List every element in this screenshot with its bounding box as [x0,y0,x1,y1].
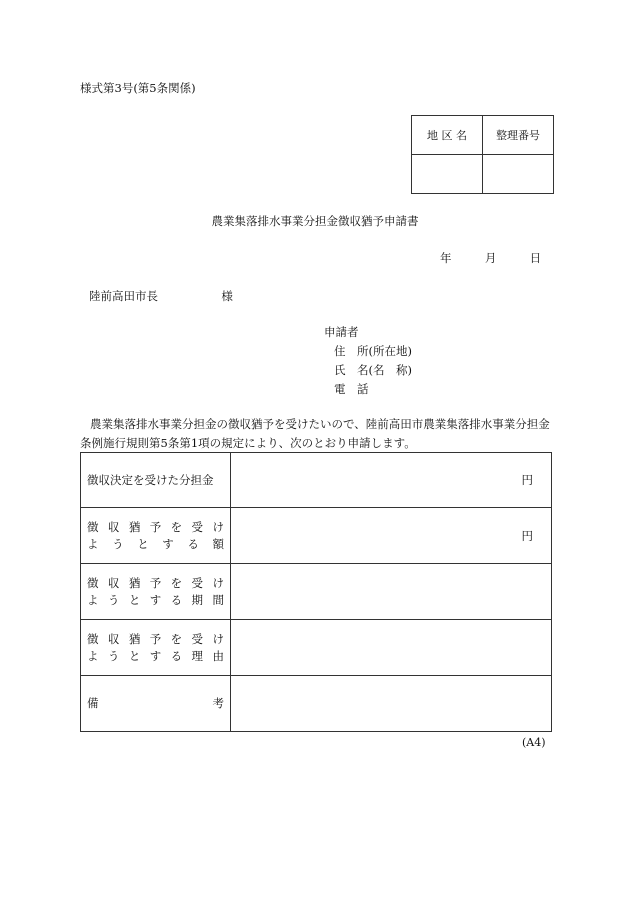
deferral-reason-row [81,620,552,676]
district-name-header: 地 区 名 [412,116,483,155]
row-label-line1: 徴 収 猶 予 を 受 け [87,575,224,590]
applicant-phone-label: 電 話 [334,382,369,396]
row-label-line2: よ う と す る 期 間 [87,592,224,607]
date-line [440,250,541,266]
row-value-field[interactable] [231,508,552,564]
office-use-box [411,115,554,194]
reference-number-field[interactable] [483,155,554,194]
row-value-field[interactable] [231,564,552,620]
applicant-address-label: 住 所(所在地) [334,344,412,358]
date-month-label: 月 [484,251,497,265]
row-label-line1: 徴 収 猶 予 を 受 け [87,519,224,534]
row-value-field[interactable] [231,620,552,676]
district-name-field[interactable] [412,155,483,194]
remarks-row [81,676,552,732]
row-label-line1: 徴 収 猶 予 を 受 け [87,631,224,646]
row-value-field[interactable] [231,453,552,508]
paper-size-note: (A4) [522,736,546,749]
assessed-charge-row [81,453,552,508]
applicant-block [324,323,412,399]
date-year-label: 年 [440,251,452,265]
row-label [81,453,231,508]
document-title: 農業集落排水事業分担金徴収猶予申請書 [211,214,419,228]
deferral-amount-row [81,508,552,564]
row-label [81,564,231,620]
applicant-heading: 申請者 [324,325,359,339]
application-statement: 農業集落排水事業分担金の徴収猶予を受けたいので、陸前高田市農業集落排水事業分担金条例施行規則第5条第1項の規定により、次のとおり申請します。 [80,417,550,450]
application-details-table [80,452,552,732]
row-label-line2: よ う と す る 額 [87,536,224,551]
currency-unit: 円 [521,473,533,487]
row-label [81,676,231,732]
row-value-field[interactable] [231,676,552,732]
row-label [81,508,231,564]
row-label-line1: 徴収決定を受けた分担金 [87,472,214,487]
addressee-name: 陸前高田市長 [89,289,158,303]
addressee [89,288,233,304]
form-number: 様式第3号(第5条関係) [80,81,196,95]
row-label-line1: 備 考 [87,696,224,710]
reference-number-header: 整理番号 [483,116,554,155]
date-day-label: 日 [529,251,542,265]
applicant-name-label: 氏 名(名 称) [334,363,412,377]
deferral-period-row [81,564,552,620]
row-label-line2: よ う と す る 理 由 [87,648,224,663]
currency-unit: 円 [521,528,533,543]
addressee-honorific: 様 [221,289,233,303]
row-label [81,620,231,676]
